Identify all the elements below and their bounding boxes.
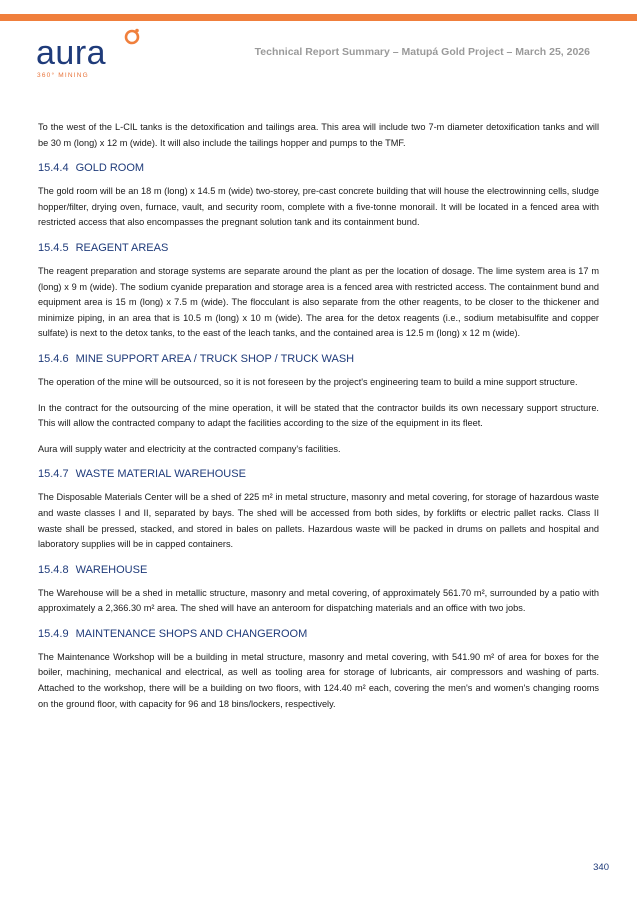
section-number: 15.4.8: [38, 563, 69, 576]
section-paragraph: The Disposable Materials Center will be a shed of 225 m² in metal structure, masonry and metal covering, for storage of hazardous waste and waste classes I and II, separated by bays. The shed will be accessed from both sides, by forklifts or electric pallet racks. Class II waste shall be pressed, stacked, and stored in bales on pallets. Hazardous waste will be packed in drums on pallets and hospital and laboratory supplies will be in capped containers.: [38, 492, 599, 550]
section-number: 15.4.4: [38, 162, 69, 175]
section-title: REAGENT AREAS: [75, 241, 169, 254]
section-paragraph: The Warehouse will be a shed in metallic structure, masonry and metal covering, of approximately 561.70 m², surrounded by a patio with approximately a 2,366.30 m² area. The shed will have an anteroom for dispatching materials and an office with two jobs.: [38, 587, 599, 614]
header-accent-bar: [0, 14, 637, 21]
section-heading: [38, 352, 599, 366]
sections-container: [38, 161, 599, 712]
section-paragraph: The Maintenance Workshop will be a building in metal structure, masonry and metal covering, with 541.90 m² of area for boxes for the boiler, machining, mechanical and electrical, as well as tooling area for storage of lubricants, air compressors and washing of parts. Attached to the workshop, there will be a building on two floors, with 124.40 m² each, covering the men's and women's changing rooms on the ground floor, with capacity for 96 and 18 bins/lockers, respectively.: [38, 651, 599, 709]
logo-ring-icon: [121, 24, 143, 46]
section-number: 15.4.6: [38, 352, 69, 365]
logo-wordmark: aura: [36, 34, 107, 72]
section-number: 15.4.5: [38, 241, 69, 254]
section-number: 15.4.9: [38, 627, 69, 640]
section-paragraph: The reagent preparation and storage systems are separate around the plant as per the location of dosage. The lime system area is 17 m (long) x 9 m (wide). The sodium cyanide preparation and storage area is a fenced area with restricted access. The containment bund and equipment area is 15 m (long) x 7.5 m (wide). The flocculant is also separate from the other reagents, to be closer to the thickener and minimize piping, in an area that is 10.5 m (long) x 10 m (wide). The area for the detox reagents (i.e., sodium metabisulfite and copper sulfate) is next to the detox tanks, to the east of the leach tanks, and the contained area is 12.5 m (long) x 12 m (wide).: [38, 265, 599, 339]
section-paragraph: In the contract for the outsourcing of the mine operation, it will be stated that the contractor builds its own necessary support structure. This will allow the contracted company to adapt the facilities according to the size of the equipment in its fleet.: [38, 402, 599, 429]
aura-logo: [36, 28, 156, 88]
section-number: 15.4.7: [38, 468, 69, 481]
page-content: [38, 120, 599, 722]
section-heading: [38, 161, 599, 175]
section-title: WASTE MATERIAL WAREHOUSE: [75, 468, 246, 481]
section-title: WAREHOUSE: [75, 563, 148, 576]
report-header-title: Technical Report Summary – Matupá Gold Project – March 25, 2026: [254, 46, 590, 58]
section-title: MINE SUPPORT AREA / TRUCK SHOP / TRUCK WASH: [75, 352, 355, 365]
section-heading: [38, 241, 599, 255]
intro-paragraph: To the west of the L-CIL tanks is the detoxification and tailings area. This area will include two 7-m diameter detoxification tanks and will be 30 m (long) x 12 m (wide). It will also include the tailings hopper and pumps to the TMF.: [38, 122, 599, 148]
section-paragraph: The operation of the mine will be outsourced, so it is not foreseen by the project's engineering team to build a mine support structure.: [38, 376, 578, 387]
section-paragraph: The gold room will be an 18 m (long) x 14.5 m (wide) two-storey, pre-cast concrete building that will house the electrowinning cells, sludge hopper/filter, drying oven, furnace, vault, and security room, complete with a five-tonne monorail. It will be located in a fenced area with restricted access that also encompasses the pregnant solution tank and its containment bund.: [38, 186, 599, 228]
section-heading: [38, 627, 599, 641]
logo-tagline: 360° MINING: [37, 72, 89, 79]
section-title: GOLD ROOM: [75, 162, 145, 175]
section-paragraph: Aura will supply water and electricity at the contracted company's facilities.: [38, 443, 341, 454]
section-heading: [38, 563, 599, 577]
section-title: MAINTENANCE SHOPS AND CHANGEROOM: [75, 627, 308, 640]
section-heading: [38, 467, 599, 481]
page-number: 340: [593, 862, 609, 873]
